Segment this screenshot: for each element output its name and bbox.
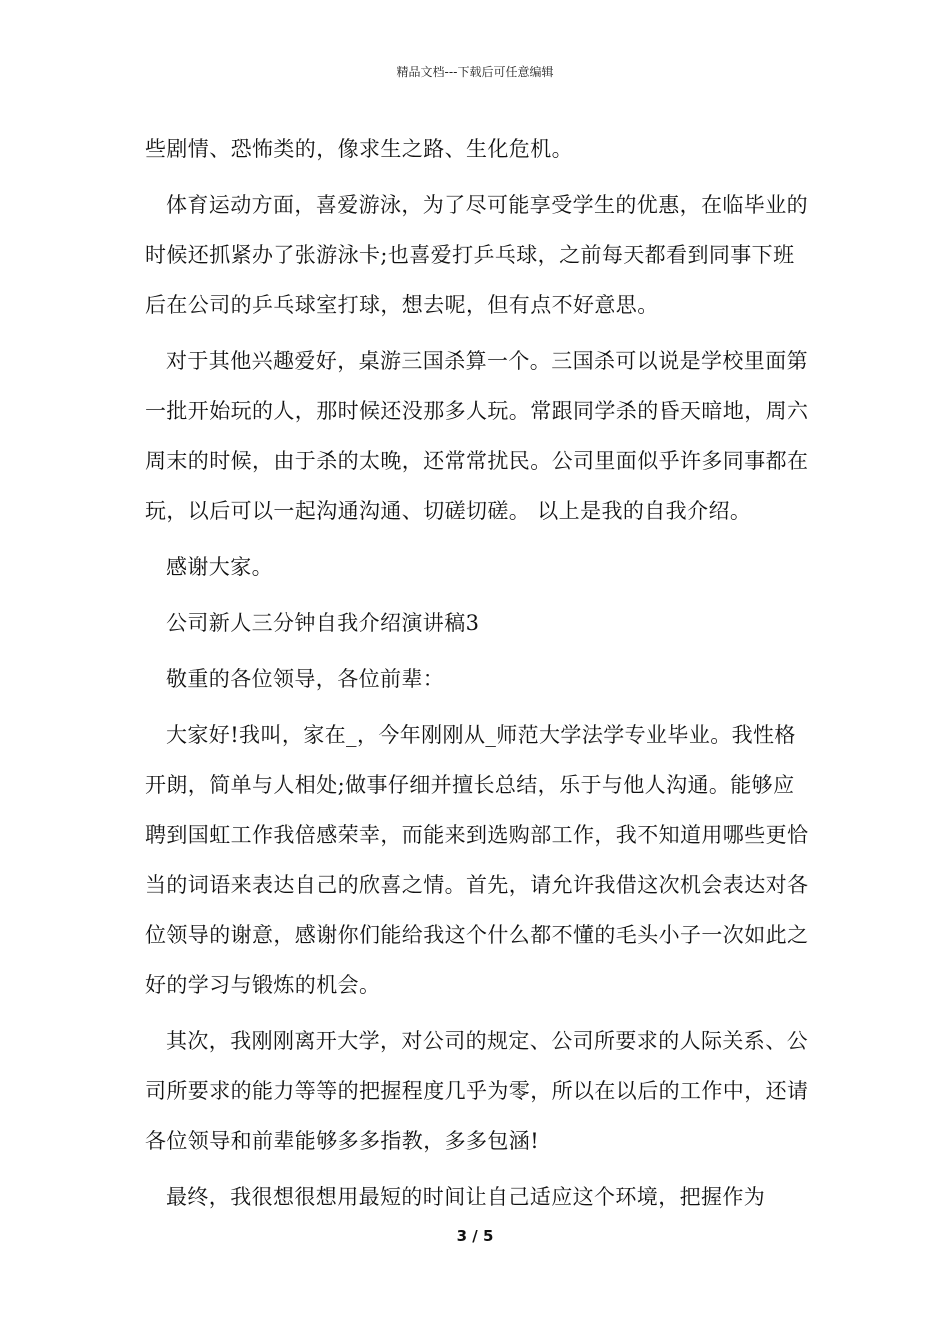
paragraph-hobbies: 对于其他兴趣爱好，桌游三国杀算一个。三国杀可以说是学校里面第一批开始玩的人，那时候还没那多人玩。常跟同学杀的昏天暗地，周六周末的时候，由于杀的太晚，还常常扰民。公司里面似乎许多同事都在玩，以后可以一起沟通沟通、切磋切磋。 以上是我的自我介绍。: [145, 349, 809, 523]
paragraph-sports: 体育运动方面，喜爱游泳，为了尽可能享受学生的优惠，在临毕业的时候还抓紧办了张游泳卡;也喜爱打乒乓球，之前每天都看到同事下班后在公司的乒乓球室打球，想去呢，但有点不好意思。: [145, 193, 808, 317]
page-number: 3 / 5: [456, 1227, 494, 1245]
paragraph-finally: 最终，我很想很想用最短的时间让自己适应这个环境，把握作为: [166, 1185, 766, 1209]
document-body: [145, 124, 810, 1228]
paragraph-introduction: 大家好!我叫，家在_，今年刚刚从_师范大学法学专业毕业。我性格开朗，简单与人相处;做事仔细并擅长总结，乐于与他人沟通。能够应聘到国虹工作我倍感荣幸，而能来到选购部工作，我不知道用哪些更恰当的词语来表达自己的欣喜之情。首先，请允许我借这次机会表达对各位领导的谢意，感谢你们能给我这个什么都不懂的毛头小子一次如此之好的学习与锻炼的机会。: [145, 723, 809, 997]
page-header: 精品文档---下载后可任意编辑: [396, 65, 554, 79]
paragraph-secondly: 其次，我刚刚离开大学，对公司的规定、公司所要求的人际关系、公司所要求的能力等等的把握程度几乎为零，所以在以后的工作中，还请各位领导和前辈能够多多指教，多多包涵!: [145, 1029, 809, 1153]
section-title: 公司新人三分钟自我介绍演讲稿3: [166, 611, 480, 635]
paragraph-salutation: 敬重的各位领导，各位前辈：: [166, 667, 445, 691]
paragraph-thanks: 感谢大家。: [166, 555, 273, 579]
paragraph-continued: 些剧情、恐怖类的，像求生之路、生化危机。: [145, 137, 573, 161]
